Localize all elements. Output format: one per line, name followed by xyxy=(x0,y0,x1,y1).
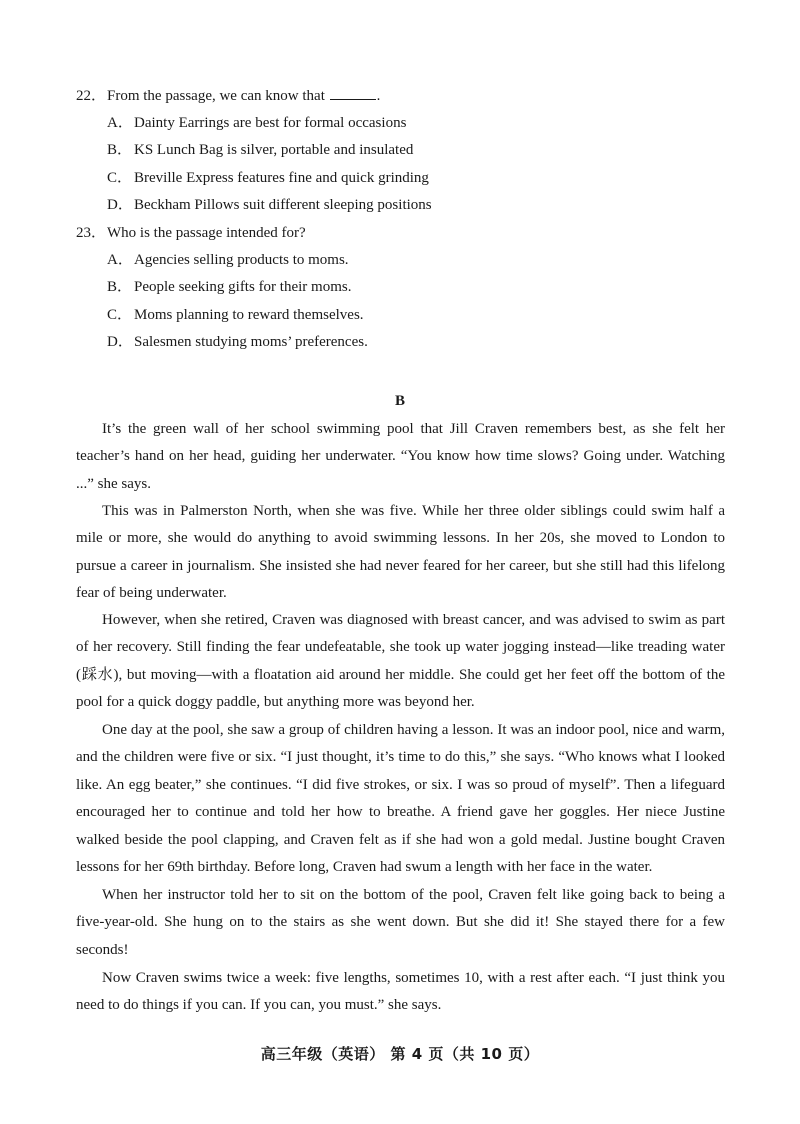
option-letter: B． xyxy=(107,142,133,158)
passage-paragraph-6: Now Craven swims twice a week: five lengths, sometimes 10, with a rest after each. “I just think you need to do things if you can. If you can, you must.” she says. xyxy=(76,970,725,1014)
question-23-option-b xyxy=(107,277,747,297)
option-text: Beckham Pillows suit different sleeping positions xyxy=(134,197,432,213)
option-letter: D． xyxy=(107,197,133,213)
option-letter: B． xyxy=(107,279,133,295)
question-number: 22． xyxy=(76,88,107,104)
question-text-end: . xyxy=(376,88,381,104)
option-text: KS Lunch Bag is silver, portable and insulated xyxy=(134,142,414,158)
option-letter: C． xyxy=(107,170,133,186)
option-letter: D． xyxy=(107,334,133,350)
option-text: People seeking gifts for their moms. xyxy=(134,279,352,295)
passage-paragraph-1: It’s the green wall of her school swimming pool that Jill Craven remembers best, as she felt her teacher’s hand on her head, guiding her underwater. “You know how time slows? Going under. Watching ...” she says. xyxy=(76,421,725,492)
passage-paragraph-3: However, when she retired, Craven was diagnosed with breast cancer, and was advised to swim as part of her recovery. Still finding the fear undefeatable, she took up water jogging instead—like treading water (踩水), but moving—with a floatation aid around her middle. She could get her feet off the bottom of the pool for a quick doggy paddle, but anything more was beyond her. xyxy=(76,612,725,711)
passage-paragraph-5: When her instructor told her to sit on the bottom of the pool, Craven felt like going back to being a five-year-old. She hung on to the stairs as she went down. But she did it! She stayed there for a few seconds! xyxy=(76,887,725,958)
option-letter: C． xyxy=(107,307,133,323)
question-23-option-a xyxy=(107,250,747,270)
option-letter: A． xyxy=(107,115,133,131)
option-letter: A． xyxy=(107,252,133,268)
page-footer: 高三年级（英语） 第 4 页（共 10 页） xyxy=(260,1045,540,1063)
question-text: Who is the passage intended for? xyxy=(107,225,306,241)
question-22-option-d xyxy=(107,195,747,215)
question-22-option-b xyxy=(107,140,747,160)
question-22-option-c xyxy=(107,168,747,188)
section-title: B xyxy=(394,393,405,409)
option-text: Salesmen studying moms’ preferences. xyxy=(134,334,368,350)
option-text: Moms planning to reward themselves. xyxy=(134,307,364,323)
option-text: Dainty Earrings are best for formal occasions xyxy=(134,115,407,131)
answer-blank xyxy=(330,86,376,100)
question-23-option-c xyxy=(107,305,747,325)
option-text: Breville Express features fine and quick grinding xyxy=(134,170,429,186)
question-23-stem xyxy=(76,223,736,243)
question-22-option-a xyxy=(107,113,747,133)
question-number: 23． xyxy=(76,225,107,241)
question-23-option-d xyxy=(107,332,747,352)
question-22-stem xyxy=(76,86,736,106)
passage-paragraph-4: One day at the pool, she saw a group of children having a lesson. It was an indoor pool, nice and warm, and the children were five or six. “I just thought, it’s time to do this,” she says. “Who knows what I looked like. An egg beater,” she continues. “I did five strokes, or six. I was so proud of myself”. Then a lifeguard encouraged her to continue and told her how to breathe. A friend gave her goggles. Her niece Justine walked beside the pool clapping, and Craven felt as if she had won a gold medal. Justine bought Craven lessons for her 69th birthday. Before long, Craven had swum a length with her face in the water. xyxy=(76,722,725,876)
passage-paragraph-2: This was in Palmerston North, when she was five. While her three older siblings could swim half a mile or more, she would do anything to avoid swimming lessons. In her 20s, she moved to London to pursue a career in journalism. She insisted she had never feared for her career, but she still had this lifelong fear of being underwater. xyxy=(76,503,725,602)
question-text: From the passage, we can know that xyxy=(107,88,329,104)
option-text: Agencies selling products to moms. xyxy=(134,252,349,268)
